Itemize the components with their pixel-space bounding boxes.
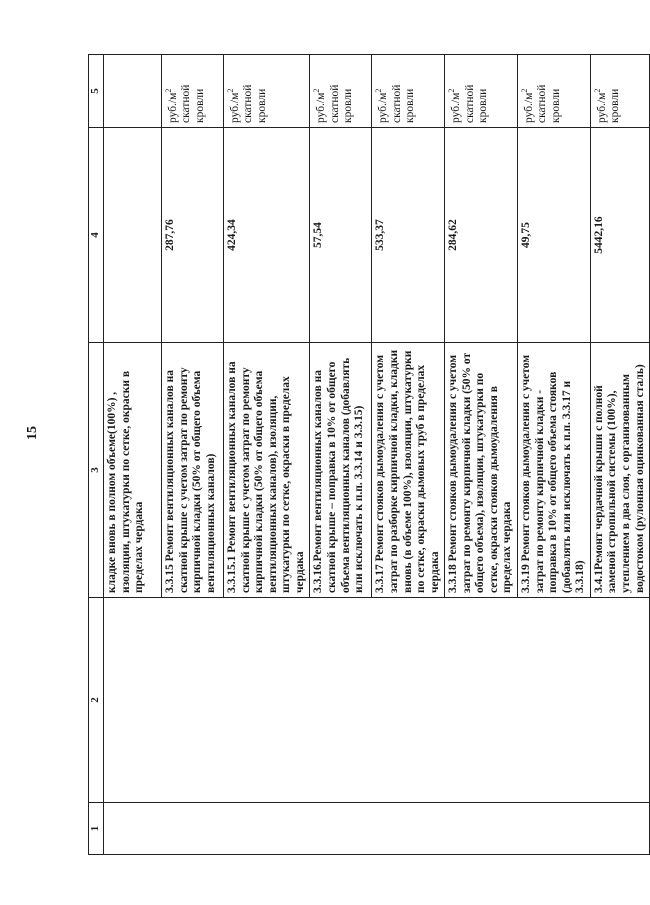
unit-main: руб./м (315, 92, 328, 123)
header-cell-1: 1 (89, 803, 104, 855)
unit-main: руб./м (228, 92, 241, 123)
description-cell: 3.3.16.Ремонт вентиляционных каналов на скатной крыше – поправка в 10% от общего объема вентиляционных каналов (добавлять или исключать к п.п. 3.3.14 и 3.3.15) (310, 343, 372, 598)
description-cell: 3.4.1Ремонт чердачной крыши с полной заменой стропильной системы (100%), утеплением в два слоя, с организованным водостоком (рулонная оцинкованная сталь) (590, 343, 649, 598)
unit-main: руб./м (595, 92, 608, 123)
unit-main: руб./м (166, 92, 179, 123)
unit-main: руб./м (377, 92, 390, 123)
header-row (89, 55, 104, 855)
value-cell: 57,54 (310, 128, 372, 343)
header-cell-5: 5 (89, 55, 104, 128)
unit-cell (224, 55, 310, 128)
continuation-text: кладке вновь в полном объеме(100%) , изоляции, штукатурки по сетке, окраски в пределах чердака (104, 343, 162, 598)
unit-superscript: 2 (520, 88, 529, 93)
unit-cell (310, 55, 372, 128)
unit-rest: скатной кровли (180, 84, 206, 123)
description-cell: 3.3.19 Ремонт стояков дымоудаления с учетом затрат по ремонту кирпичной кладки - поправка в 10% от общего объема стояков (добавлять или исключать к п.п. 3.3.17 и 3.3.18) (518, 343, 591, 598)
col2-cell (104, 598, 650, 803)
unit-cell (372, 55, 445, 128)
unit-rest: скатной кровли (328, 84, 355, 123)
value-cell: 49,75 (518, 128, 591, 343)
unit-cell (445, 55, 518, 128)
description-cell: 3.3.17 Ремонт стояков дымоудаления с учетом затрат по разборке кирпичной кладки, кладки вновь (в объеме 100%), изоляции, штукатурки по сетке, окраски дымовых труб в пределах чердака (372, 343, 445, 598)
header-cell-4: 4 (89, 128, 104, 343)
unit-cell (518, 55, 591, 128)
description-cell: 3.3.15 Ремонт вентиляционных каналов на скатной крыше с учетом затрат по ремонту кирпичной кладки (50% от общего объема вентиляционных каналов) (162, 343, 224, 598)
col1-cell (104, 803, 650, 855)
unit-superscript: 2 (312, 88, 322, 93)
unit-rest: скатной кровли (390, 84, 417, 123)
unit-superscript: 2 (592, 88, 602, 93)
value-cell: 284,62 (445, 128, 518, 343)
unit-rest: скатной кровли (242, 84, 268, 123)
unit-rest: кровли (609, 88, 622, 123)
unit-superscript: 2 (164, 88, 173, 93)
rates-table (88, 54, 650, 855)
value-cell: 424,34 (224, 128, 310, 343)
rotated-table-container (88, 55, 646, 855)
unit-superscript: 2 (447, 88, 457, 93)
value-cell: 5442,16 (590, 128, 649, 343)
unit-superscript: 2 (226, 88, 235, 93)
unit-rest: скатной кровли (463, 84, 490, 123)
value-cell: 287,76 (162, 128, 224, 343)
value-cell: 533,37 (372, 128, 445, 343)
value-cell-empty (104, 128, 162, 343)
description-cell: 3.3.15.1 Ремонт вентиляционных каналов на скатной крыше с учетом затрат по ремонту кирпичной кладки (50% от общего объема вентиляционных каналов), изоляции, штукатурки по сетке, окраски в пределах чердака (224, 343, 310, 598)
header-cell-3: 3 (89, 343, 104, 598)
header-cell-2: 2 (89, 598, 104, 803)
unit-cell (590, 55, 649, 128)
unit-main: руб./м (522, 92, 535, 123)
unit-rest: скатной кровли (536, 84, 562, 123)
unit-cell-empty (104, 55, 162, 128)
unit-superscript: 2 (374, 88, 384, 93)
table-row-continuation (104, 55, 162, 855)
description-cell: 3.3.18 Ремонт стояков дымоудаления с учетом затрат по ремонту кирпичной кладки (50% от общего объема), изоляции, штукатурки по сетке, окраски стояков дымоудаления в пределах чердака (445, 343, 518, 598)
unit-main: руб./м (450, 92, 463, 123)
page-number: 15 (25, 426, 40, 440)
unit-cell (162, 55, 224, 128)
